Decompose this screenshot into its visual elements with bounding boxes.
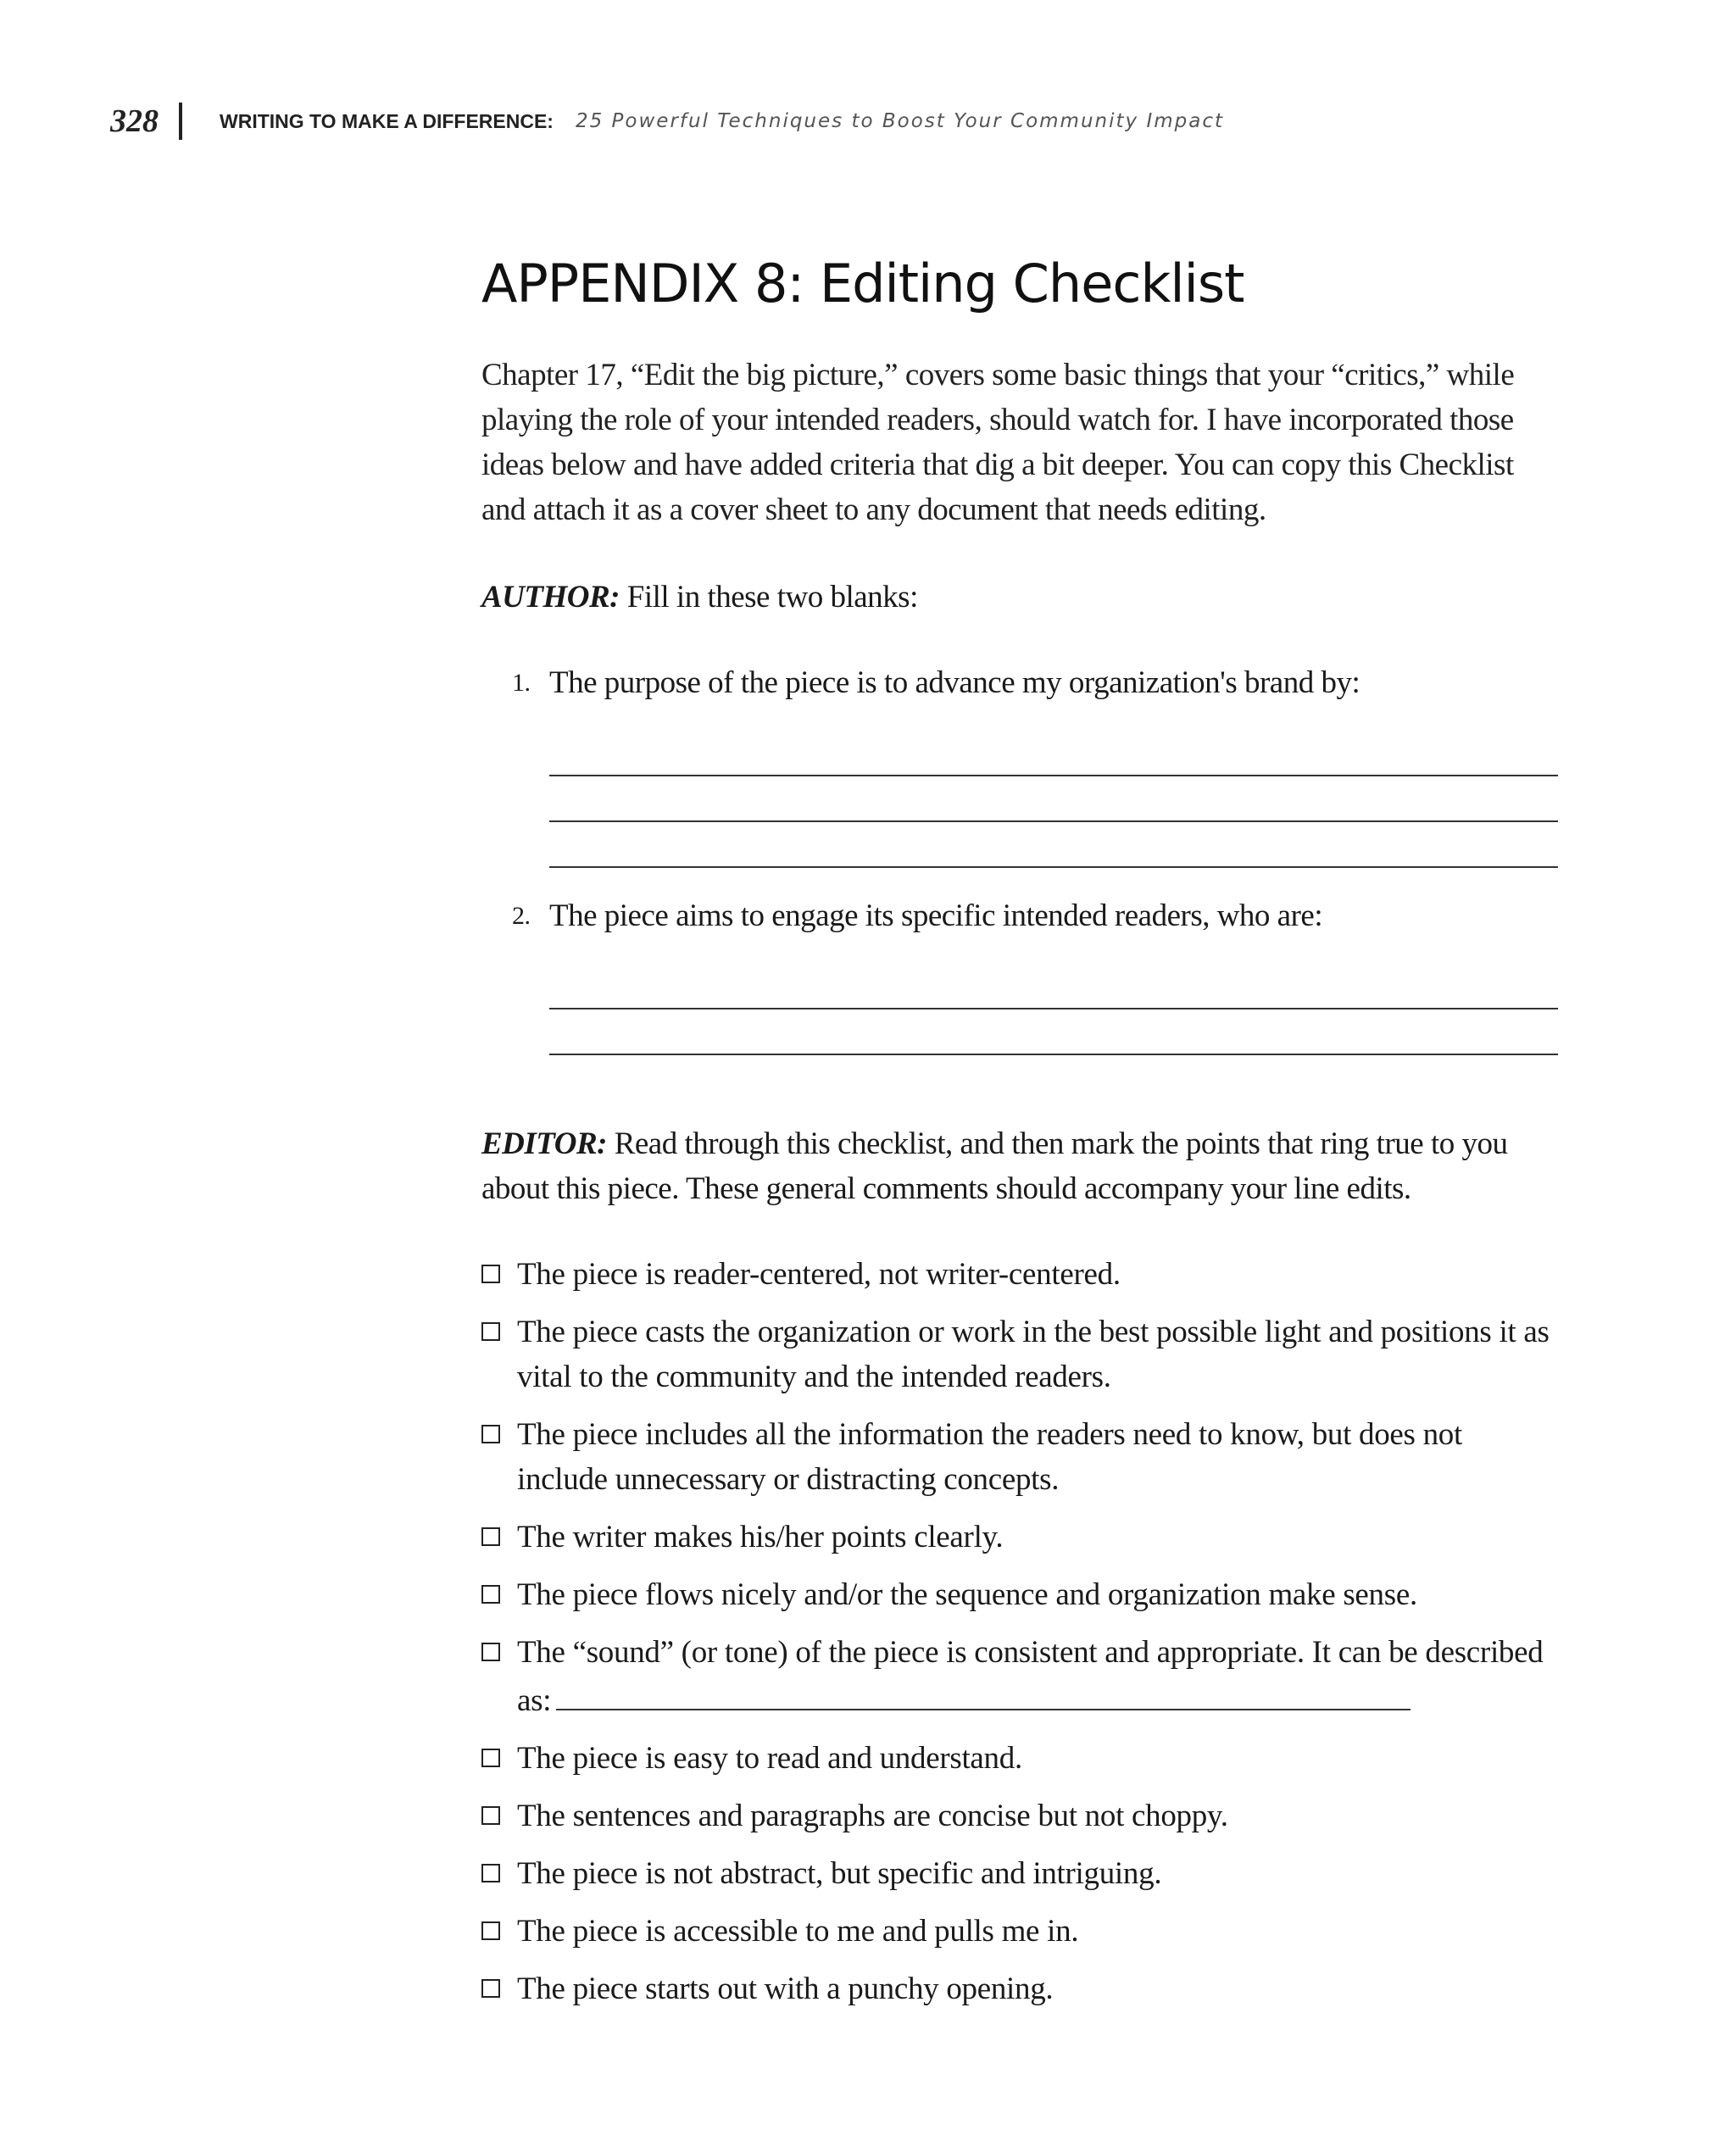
checklist-item-text: The piece includes all the information the readers need to know, but does not include unnecessary or distracting concepts. xyxy=(517,1417,1462,1497)
fill-in-lines xyxy=(549,731,1558,868)
fill-in-lines xyxy=(549,964,1558,1055)
checkbox[interactable] xyxy=(481,1806,500,1825)
checklist-item-text: The writer makes his/her points clearly. xyxy=(517,1520,1004,1554)
checklist-item xyxy=(481,1793,1558,1838)
checklist-item-text: The piece is reader-centered, not writer-centered. xyxy=(517,1257,1121,1292)
checkbox[interactable] xyxy=(481,1979,500,1998)
fill-in-line[interactable] xyxy=(549,776,1558,822)
author-label: AUTHOR: xyxy=(481,580,620,614)
checkbox[interactable] xyxy=(481,1643,500,1661)
fill-in-line[interactable] xyxy=(549,731,1558,776)
editor-instruction xyxy=(481,1121,1558,1211)
fill-in-line[interactable] xyxy=(549,1009,1558,1055)
checklist-item xyxy=(481,1252,1558,1297)
header-divider xyxy=(179,103,182,140)
checkbox[interactable] xyxy=(481,1585,500,1604)
page-number: 328 xyxy=(110,103,159,139)
editor-label: EDITOR: xyxy=(481,1126,607,1161)
appendix-title: APPENDIX 8: Editing Checklist xyxy=(481,253,1244,314)
author-item-text: The purpose of the piece is to advance my organization's brand by: xyxy=(549,665,1360,700)
checklist-item-text: The piece starts out with a punchy opening. xyxy=(517,1971,1054,2006)
checklist-item xyxy=(481,1736,1558,1781)
checklist-item xyxy=(481,1630,1558,1723)
fill-in-line[interactable] xyxy=(549,964,1558,1009)
checkbox[interactable] xyxy=(481,1749,500,1767)
checklist-item-text: The piece casts the organization or work in the best possible light and positions it as vital to the community and the intended readers. xyxy=(517,1315,1550,1394)
checkbox[interactable] xyxy=(481,1425,500,1443)
checklist-item xyxy=(481,1515,1558,1560)
checklist-item xyxy=(481,1966,1558,2011)
checkbox[interactable] xyxy=(481,1864,500,1882)
checklist-item-text: The sentences and paragraphs are concise but not choppy. xyxy=(517,1799,1228,1833)
checklist-item-text: The piece is accessible to me and pulls me in. xyxy=(517,1914,1079,1949)
author-item-1 xyxy=(481,660,1558,868)
item-number: 2. xyxy=(512,902,531,930)
checklist-item-text: The piece flows nicely and/or the sequence and organization make sense. xyxy=(517,1577,1417,1612)
checklist-item-text: The “sound” (or tone) of the piece is consistent and appropriate. It can be described as: xyxy=(517,1635,1544,1718)
author-item-text: The piece aims to engage its specific intended readers, who are: xyxy=(549,898,1323,933)
checklist-item-text: The piece is not abstract, but specific and intriguing. xyxy=(517,1856,1162,1891)
item-number: 1. xyxy=(512,669,531,697)
checklist-item xyxy=(481,1412,1558,1502)
book-title: WRITING TO MAKE A DIFFERENCE: xyxy=(220,109,554,132)
checklist-item xyxy=(481,1851,1558,1896)
editor-text: Read through this checklist, and then mark the points that ring true to you about this piece. These general comments should accompany your line edits. xyxy=(481,1126,1508,1206)
checklist-item xyxy=(481,1310,1558,1399)
checklist-item xyxy=(481,1572,1558,1617)
author-instruction xyxy=(481,575,1558,620)
fill-in-line[interactable] xyxy=(549,822,1558,868)
editing-checklist xyxy=(481,1252,1558,2011)
author-text: Fill in these two blanks: xyxy=(626,580,918,614)
book-subtitle: 25 Powerful Techniques to Boost Your Community Impact xyxy=(575,110,1224,132)
checkbox[interactable] xyxy=(481,1322,500,1341)
page-content xyxy=(481,246,1558,2024)
author-list xyxy=(481,660,1558,1055)
checklist-item-text: The piece is easy to read and understand. xyxy=(517,1741,1022,1776)
checklist-item xyxy=(481,1909,1558,1954)
author-item-2 xyxy=(481,893,1558,1055)
checkbox[interactable] xyxy=(481,1921,500,1940)
intro-paragraph: Chapter 17, “Edit the big picture,” covers some basic things that your “critics,” while playing the role of your intended readers, should watch for. I have incorporated those ideas below and have added criteria that dig a bit deeper. You can copy this Checklist and attach it as a cover sheet to any document that needs editing. xyxy=(481,358,1515,527)
running-head xyxy=(110,100,1224,142)
checkbox[interactable] xyxy=(481,1527,500,1546)
tone-fill-in-line[interactable] xyxy=(556,1675,1410,1710)
checkbox[interactable] xyxy=(481,1265,500,1283)
